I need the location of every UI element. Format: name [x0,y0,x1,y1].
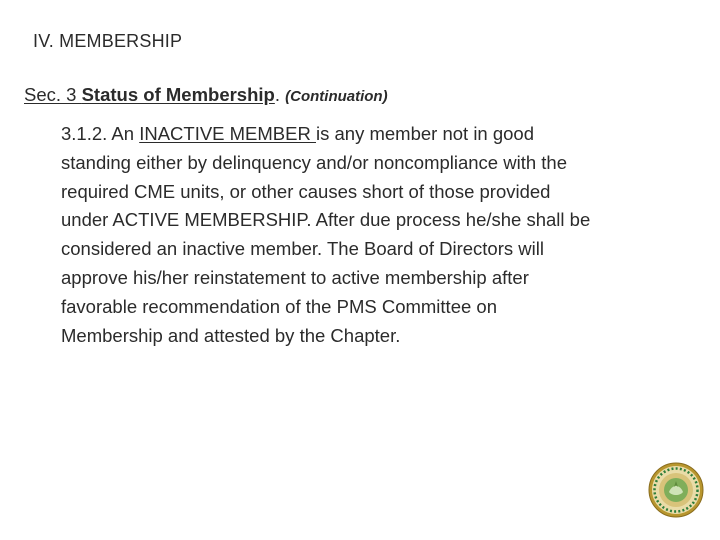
defined-term: INACTIVE MEMBER [139,123,316,144]
clause-lead: An [107,123,140,144]
continuation-note: (Continuation) [285,88,388,105]
society-seal-icon [648,462,704,518]
section-heading [24,84,388,106]
text-line: under ACTIVE MEMBERSHIP. After due process he/she shall be [61,209,591,231]
text-line: standing either by delinquency and/or noncompliance with the [61,151,567,173]
text-line: favorable recommendation of the PMS Committee on [61,295,497,317]
text-line: approve his/her reinstatement to active membership after [61,266,529,288]
section-period: . [274,84,286,105]
text-line: is any member not in good [316,123,535,144]
body-paragraph [61,120,701,350]
section-prefix: Sec. 3 [24,84,82,105]
text-line: required CME units, or other causes short of those provided [61,180,551,202]
clause-number: 3.1.2. [61,123,108,144]
slide-heading: IV. MEMBERSHIP [33,31,183,51]
text-line: considered an inactive member. The Board of Directors will [61,238,544,260]
section-title: Status of Membership [81,84,275,105]
text-line: Membership and attested by the Chapter. [61,324,401,346]
